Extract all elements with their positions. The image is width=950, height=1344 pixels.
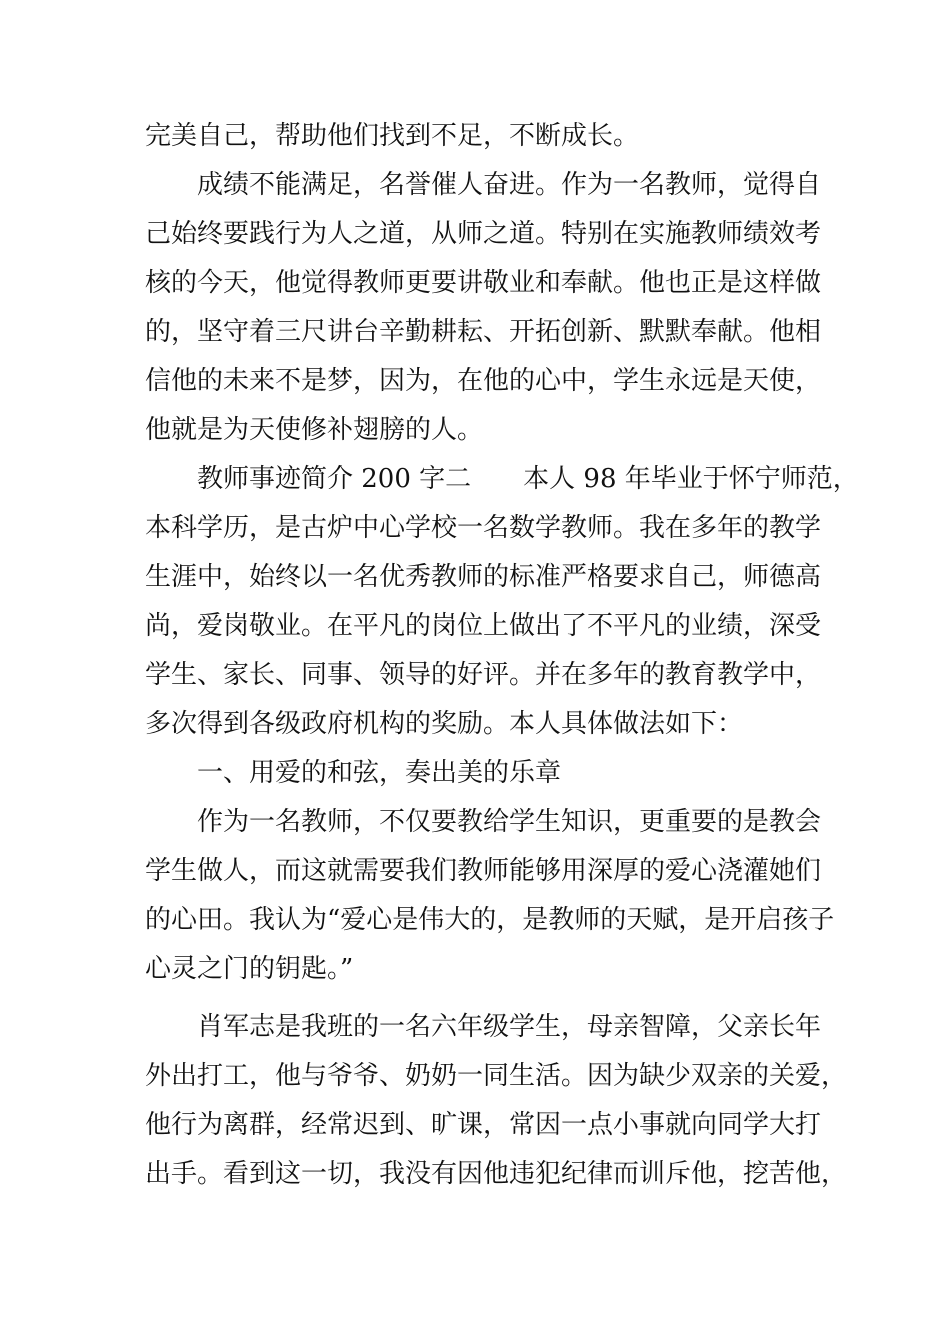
text-line-4: 核的今天，他觉得教师更要讲敬业和奉献。他也正是这样做: [145, 268, 822, 298]
text-line-11: 尚，爱岗敬业。在平凡的岗位上做出了不平凡的业绩，深受: [145, 611, 822, 641]
text-line-3: 己始终要践行为人之道，从师之道。特别在实施教师绩效考: [145, 219, 822, 249]
text-line-1: 完美自己，帮助他们找到不足，不断成长。: [145, 121, 640, 151]
text-line-21: 他行为离群，经常迟到、旷课，常因一点小事就向同学大打: [145, 1110, 822, 1140]
text-line-18: 心灵之门的钥匙。”: [145, 954, 354, 984]
text-line-2: 成绩不能满足，名誉催人奋进。作为一名教师，觉得自: [197, 170, 822, 200]
text-line-17: 的心田。我认为“爱心是伟大的，是教师的天赋，是开启孩子: [145, 905, 835, 935]
text-line-12: 学生、家长、同事、领导的好评。并在多年的教育教学中，: [145, 660, 822, 690]
text-line-15: 作为一名教师，不仅要教给学生知识，更重要的是教会: [197, 807, 822, 837]
text-line-8: 教师事迹简介 200 字二 本人 98 年毕业于怀宁师范，: [197, 464, 859, 494]
document-body: [145, 112, 859, 1199]
text-line-16: 学生做人，而这就需要我们教师能够用深厚的爱心浇灌她们: [145, 856, 822, 886]
text-line-5: 的，坚守着三尺讲台辛勤耕耘、开拓创新、默默奉献。他相: [145, 317, 822, 347]
text-line-6: 信他的未来不是梦，因为，在他的心中，学生永远是天使，: [145, 366, 822, 396]
text-line-10: 生涯中，始终以一名优秀教师的标准严格要求自己，师德高: [145, 562, 822, 592]
text-line-20: 外出打工，他与爷爷、奶奶一同生活。因为缺少双亲的关爱，: [145, 1061, 848, 1091]
text-line-22: 出手。看到这一切，我没有因他违犯纪律而训斥他，挖苦他，: [145, 1159, 848, 1189]
text-line-7: 他就是为天使修补翅膀的人。: [145, 415, 484, 445]
text-line-19: 肖军志是我班的一名六年级学生，母亲智障，父亲长年: [197, 1012, 822, 1042]
text-line-13: 多次得到各级政府机构的奖励。本人具体做法如下：: [145, 709, 744, 739]
paragraph-gap: [145, 994, 805, 1003]
section-heading: 一、用爱的和弦，奏出美的乐章: [197, 758, 562, 788]
text-line-9: 本科学历，是古炉中心学校一名数学教师。我在多年的教学: [145, 513, 822, 543]
